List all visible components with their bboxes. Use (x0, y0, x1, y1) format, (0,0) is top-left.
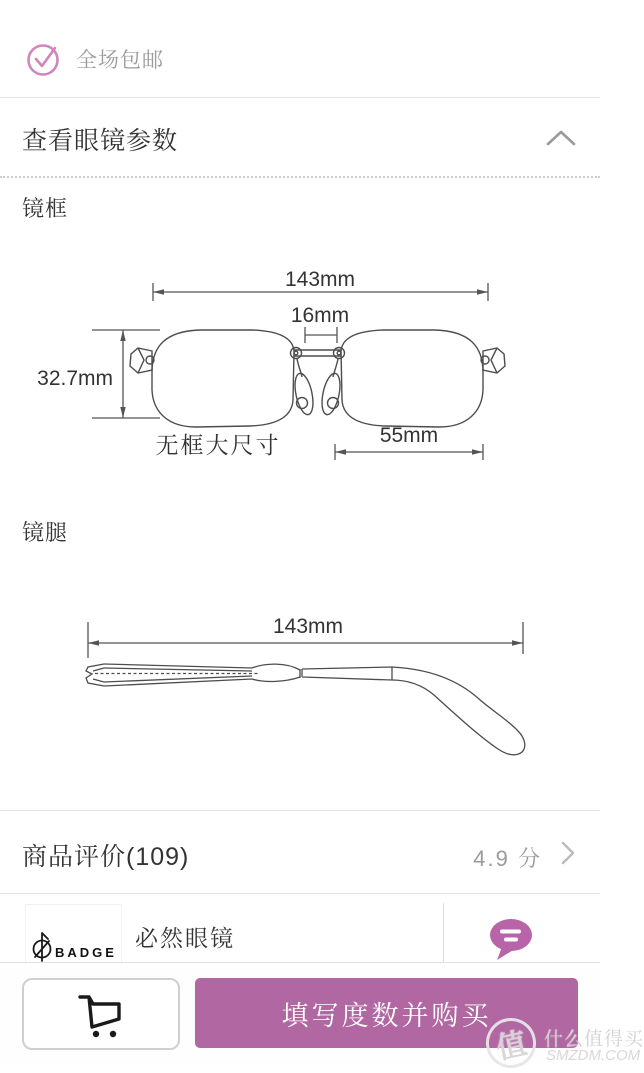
reviews-score: 4.9 分 (473, 846, 542, 871)
vertical-divider (443, 903, 444, 963)
chat-bubble-icon (488, 918, 536, 962)
dotted-divider (0, 176, 600, 178)
divider (0, 97, 600, 98)
frame-lens-height-label: 32.7mm (37, 367, 113, 390)
chevron-right-icon[interactable] (561, 841, 575, 865)
params-header-row[interactable] (22, 112, 578, 164)
glasses-front-drawing (130, 330, 505, 427)
frame-bridge-label: 16mm (290, 304, 350, 327)
watermark-text: 什么值得买 (544, 1029, 644, 1050)
smzdm-badge-icon: 值 (481, 1013, 540, 1072)
bottom-action-bar (0, 964, 600, 1065)
reviews-title: 商品评价(109) (22, 843, 190, 871)
watermark-url: SMZDM.COM (546, 1047, 641, 1064)
frame-total-width-label: 143mm (284, 268, 356, 291)
frame-dimensions-diagram (0, 250, 600, 470)
seller-name: 必然眼镜 (135, 925, 235, 951)
temple-section-title: 镜腿 (22, 520, 69, 545)
check-circle-icon (25, 40, 63, 78)
chevron-up-icon[interactable] (546, 130, 576, 146)
temple-length-label: 143mm (272, 615, 344, 638)
reviews-row[interactable] (0, 811, 600, 893)
free-shipping-label: 全场包邮 (76, 49, 164, 72)
buy-button[interactable]: 填写度数并购买 (195, 978, 578, 1048)
cart-button[interactable] (22, 978, 180, 1050)
seller-logo-icon (31, 931, 55, 965)
frame-caption: 无框大尺寸 (155, 432, 281, 458)
seller-logo (25, 904, 122, 967)
contact-seller-button[interactable] (488, 918, 536, 962)
divider (0, 962, 600, 963)
params-title: 查看眼镜参数 (22, 127, 179, 155)
temple-side-drawing (86, 664, 525, 755)
frame-lens-width-label: 55mm (379, 424, 439, 447)
seller-logo-text: BADGE (55, 945, 117, 960)
free-shipping-row (25, 40, 164, 78)
divider (0, 893, 600, 894)
cart-icon (72, 987, 130, 1041)
temple-dimensions-diagram (0, 560, 600, 810)
frame-section-title: 镜框 (22, 196, 69, 221)
